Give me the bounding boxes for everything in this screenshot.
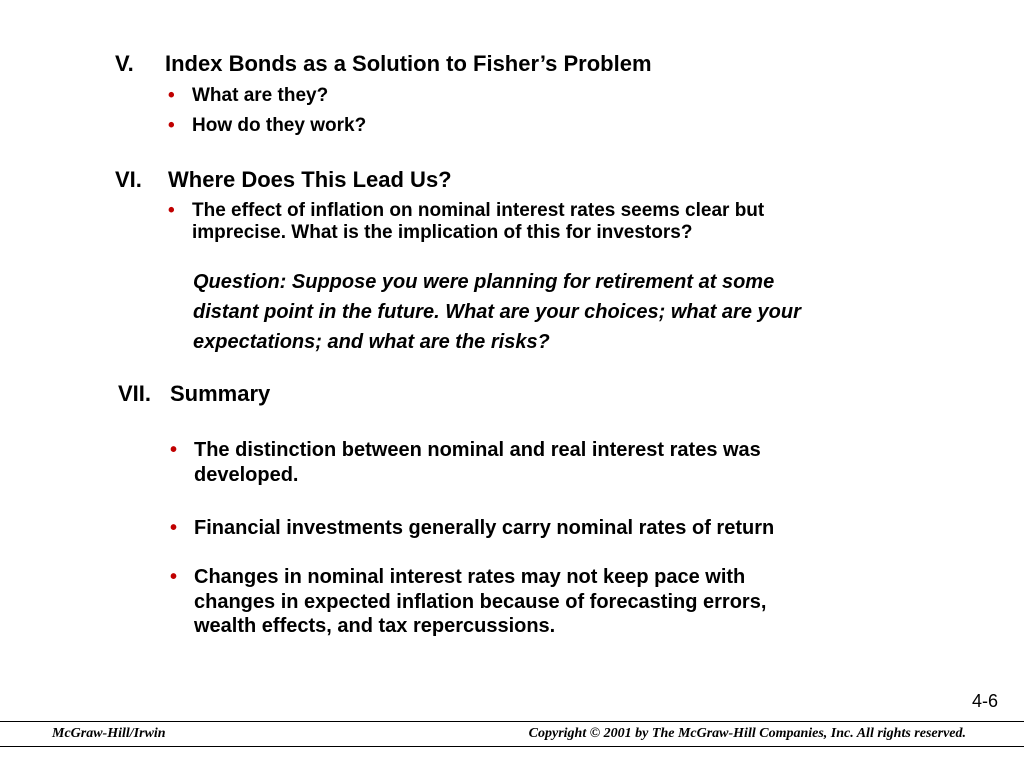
list-item-text-line: changes in expected inflation because of forecasting errors,	[194, 590, 767, 613]
list-item-text: How do they work?	[192, 115, 367, 136]
section-vii-heading	[118, 381, 270, 407]
list-item-text-line: developed.	[194, 463, 299, 486]
question-line: distant point in the future. What are your choices; what are your	[193, 301, 801, 323]
list-item-text-line: imprecise. What is the implication of this for investors?	[192, 222, 693, 243]
section-vi-title: Where Does This Lead Us?	[168, 167, 452, 192]
footer-publisher: McGraw-Hill/Irwin	[52, 726, 166, 741]
slide-number: 4-6	[971, 691, 998, 711]
footer-top-rule	[0, 721, 1024, 722]
bullet-icon: •	[168, 85, 175, 106]
question-block	[193, 267, 801, 357]
list-item-text-line: Financial investments generally carry nominal rates of return	[194, 517, 775, 539]
footer-bottom-rule	[0, 746, 1024, 747]
section-v-title: Index Bonds as a Solution to Fisher’s Problem	[165, 51, 652, 76]
section-v-numeral: V.	[115, 51, 134, 76]
section-vi-heading	[115, 167, 452, 193]
list-item-text-line: The distinction between nominal and real interest rates was	[194, 439, 761, 461]
section-vi-numeral: VI.	[115, 167, 142, 192]
list-item-text-line: The effect of inflation on nominal interest rates seems clear but	[192, 200, 765, 221]
footer-copyright: Copyright © 2001 by The McGraw-Hill Companies, Inc. All rights reserved.	[528, 726, 966, 741]
bullet-icon: •	[170, 439, 178, 461]
bullet-icon: •	[170, 517, 178, 539]
list-item-text: What are they?	[192, 85, 329, 106]
section-vii-title: Summary	[170, 381, 271, 406]
section-v-heading	[115, 51, 652, 77]
bullet-icon: •	[168, 115, 175, 136]
question-line: expectations; and what are the risks?	[193, 331, 550, 353]
list-item-text-line: wealth effects, and tax repercussions.	[194, 615, 556, 637]
question-line: Question: Suppose you were planning for retirement at some	[193, 271, 775, 293]
section-vii-numeral: VII.	[118, 381, 152, 406]
list-item-text-line: Changes in nominal interest rates may not keep pace with	[194, 566, 746, 588]
bullet-icon: •	[170, 566, 178, 588]
bullet-icon: •	[168, 200, 175, 221]
